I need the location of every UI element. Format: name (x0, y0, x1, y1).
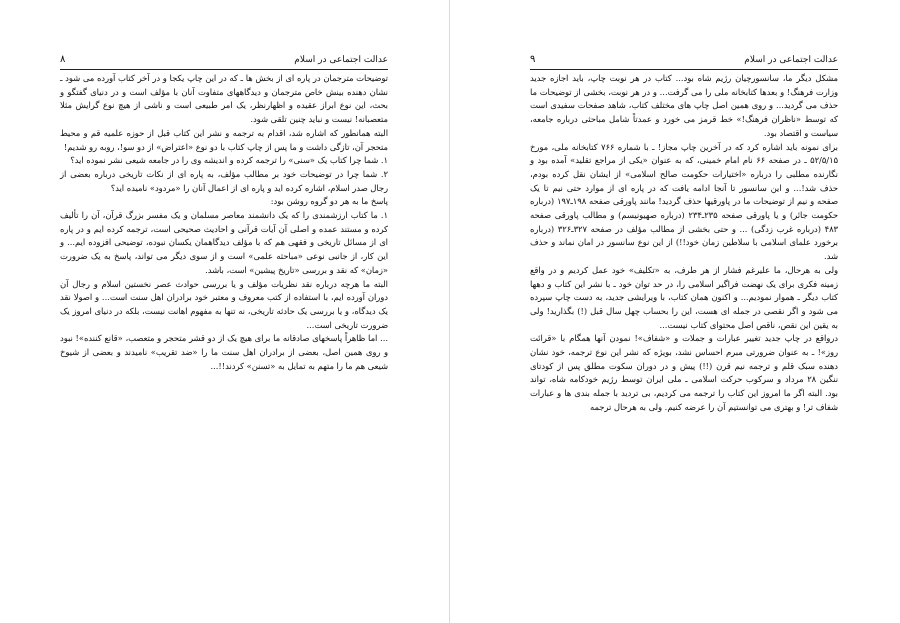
left-page-number: ۸ (60, 54, 66, 65)
paragraph: البته ما هرچه درباره نقد نظریات مؤلف و یا بررسی حوادث عصر نخستین اسلام و رجال آن دوران آورده ایم، با استفاده از کتب معروف و معتبر خود برادران اهل سنت است... و اصولا نقد یک دیدگاه، و یا بررسی یک حادثه تاریخی، نه تنها به مفهوم اهانت نیست، بلکه در دنیای امروز یک ضرورت تاریخی است... (60, 278, 388, 330)
paragraph: برای نمونه باید اشاره کرد که در آخرین چاپ مجاز! ـ با شماره ۷۶۶ کتابخانه ملی، مورخ ۵۲/۵/۱۵ ـ در صفحه ۶۶ نام امام خمینی، که به عنوان «یکی از مراجع تقلید» آمده بود و نگارنده مطلبی را درباره «اختیارات حکومت صالح اسلامی» از ایشان نقل کرده بودم، حذف شد!... و این سانسور تا آنجا ادامه یافت که در پاره ای از موارد حتی نیم تا یک صفحه و نیم از توضیحات ما در پاورقیها حذف گردید! مانند پاورقی صفحه ۱۹۸ـ۱۹۷ (درباره حکومت جائر) و یا پاورقی صفحه ۲۳۵ـ۲۳۴ (درباره صهیونیسم) و مطالب پاورقی صفحه ۴۸۳ (درباره غرب زدگی) ... و حتی بخشی از مطالب مؤلف در صفحه ۳۲۷ـ۳۲۶ (درباره برخورد علمای اسلامی با سلاطین زمان خود!!) از این نوع سانسور در امان نماند و حذف شد. (530, 141, 838, 262)
right-page (450, 0, 900, 623)
paragraph: ۲. شما چرا در توضیحات خود بر مطالب مؤلف، به پاره ای از نکات تاریخی درباره بعضی از رجال صدر اسلام، اشاره کرده اید و پاره ای از اعمال آنان را «مردود» نامیده اید؟ (60, 168, 388, 193)
right-page-body (530, 72, 838, 415)
paragraph: مشکل دیگر ما، سانسورچیان رژیم شاه بود... کتاب در هر نوبت چاپ، باید اجازه جدید وزارت فرهنگ! و بعدها کتابخانه ملی را می گرفت... و در هر نوبت، بخشی از توضیحات ما حذف می گردید... و روی همین اصل چاپ های مختلف کتاب، شاهد صفحات سفیدی است که توسط «ناظران فرهنگ!» خط قرمز می خورد و عمدتاً شامل مباحثی درباره جامعه، سیاست و اقتصاد بود. (530, 73, 838, 138)
left-running-title: عدالت اجتماعی در اسلام (294, 55, 388, 65)
paragraph: توضیحات مترجمان در پاره ای از بخش ها ـ که در این چاپ یکجا و در آخر کتاب آورده می شود ـ نشان دهنده بینش خاص مترجمان و دیدگاههای متفاوت آنان با مؤلف است و در دنیای گفتگو و بحث، این نوع ابراز عقیده و اظهارنظر، یک امر طبیعی است و ناشی از هیچ نوع گرایش مثلا متعصبانه! نیست و نباید چنین تلقی شود. (60, 73, 388, 125)
paragraph: ۱. ما کتاب ارزشمندی را که یک دانشمند معاصر مسلمان و یک مفسر بزرگ قرآن، آن را تألیف کرده و مستند عمده و اصلی آن آیات قرآنی و احادیث صحیحی است، ترجمه کرده ایم و در پاره ای از مسائل تاریخی و فقهی هم که با مؤلف دیدگاهمان یکسان نبوده، توضیحی افزوده ایم... و این کار، از جانبی نوعی «مباحثه علمی» است و از سوی دیگر می تواند، پاسخ به یک ضرورت «زمان» که نقد و بررسی «تاریخ پیشین» است، باشد. (60, 210, 388, 275)
right-page-header (530, 52, 838, 68)
paragraph: پاسخ ما به هر دو گروه روشن بود: (270, 196, 388, 207)
paragraph: البته همانطور که اشاره شد، اقدام به ترجمه و نشر این کتاب قبل از حوزه علمیه قم و محیط متحجر آن، تازگی داشت و ما پس از چاپ کتاب با دو نوع «اعتراض» از دو سو!، روبه رو شدیم! (60, 127, 388, 152)
paragraph: ۱. شما چرا کتاب یک «سنی» را ترجمه کرده و اندیشه وی را در جامعه شیعی نشر نموده اید؟ (70, 155, 388, 166)
paragraph: ... اما ظاهراً پاسخهای صادقانه ما برای هیچ یک از دو قشر متحجر و متعصب، «قانع کننده»! نبود و روی همین اصل، بعضی از برادران اهل سنت ما را «ضد تقریب» نامیدند و بعضی از شیوخ شیعی هم ما را متهم به تمایل به «تسنن» کردند!!... (60, 333, 388, 371)
left-header-rule (60, 69, 388, 70)
paragraph: ولی به هرحال، ما علیرغم فشار از هر طرف، به «تکلیف» خود عمل کردیم و در واقع زمینه فکری برای یک نهضت فراگیر اسلامی را، در حد توان خود ـ با نشر این کتاب و دهها کتاب دیگر ـ هموار نمودیم... و اکنون همان کتاب، با ویرایشی جدید، به دست چاپ سپرده می شود و اگر نقصی در جمله ای هست، این را بحساب چهل سال قبل (!) بگذارید! ولی به یقین این نقص، ناقص اصل محتوای کتاب نیست... (530, 264, 838, 330)
right-header-rule (530, 69, 838, 70)
right-running-title: عدالت اجتماعی در اسلام (744, 55, 838, 65)
right-page-number: ۹ (530, 54, 536, 65)
left-page-body (60, 72, 388, 373)
left-page-header (60, 52, 388, 68)
paragraph: درواقع در چاپ جدید تغییر عبارات و جملات و «شفاف»! نمودن آنها همگام با «قرائت روز»! ـ به عنوان ضرورتی مبرم احساس نشد، بویژه که نشر این نوع ترجمه، خود نشان دهنده سبک قلم و ترجمه نیم قرن (!!) پیش و در دوران سکوت مطلق پس از کودتای ننگین ۲۸ مرداد و سرکوب حرکت اسلامی ـ ملی ایران توسط رژیم خودکامه شاه، تواند بود. البته اگر ما امروز این کتاب را ترجمه می کردیم، بی تردید با جمله بندی ها و عبارات شفاف تر! و بهتری می توانستیم آن را عرضه کنیم. ولی به هرحال ترجمه (530, 333, 838, 412)
